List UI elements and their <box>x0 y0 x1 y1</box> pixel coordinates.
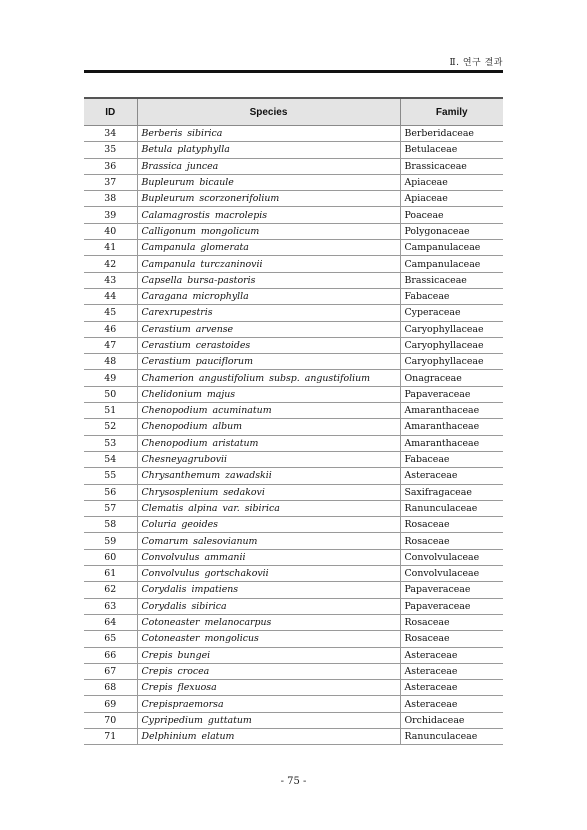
table-row <box>84 484 503 500</box>
id-cell: 48 <box>84 354 137 370</box>
species-cell: Cerastium arvense <box>137 321 400 337</box>
family-cell: Caryophyllaceae <box>400 337 503 353</box>
id-cell: 62 <box>84 582 137 598</box>
table-row <box>84 549 503 565</box>
family-cell: Campanulaceae <box>400 256 503 272</box>
family-cell: Convolvulaceae <box>400 549 503 565</box>
family-cell: Brassicaceae <box>400 158 503 174</box>
table-row <box>84 223 503 239</box>
table-row <box>84 174 503 190</box>
family-cell: Polygonaceae <box>400 223 503 239</box>
family-cell: Rosaceae <box>400 517 503 533</box>
species-cell: Campanula glomerata <box>137 240 400 256</box>
id-cell: 37 <box>84 174 137 190</box>
id-cell: 42 <box>84 256 137 272</box>
species-cell: Carexrupestris <box>137 305 400 321</box>
family-cell: Berberidaceae <box>400 126 503 142</box>
table-row <box>84 207 503 223</box>
table-row <box>84 272 503 288</box>
id-cell: 65 <box>84 631 137 647</box>
species-cell: Crepis flexuosa <box>137 680 400 696</box>
species-cell: Brassica juncea <box>137 158 400 174</box>
family-cell: Cyperaceae <box>400 305 503 321</box>
table-row <box>84 370 503 386</box>
id-cell: 36 <box>84 158 137 174</box>
species-cell: Comarum salesovianum <box>137 533 400 549</box>
column-header-id: ID <box>84 98 137 126</box>
table-body <box>84 126 503 745</box>
family-cell: Campanulaceae <box>400 240 503 256</box>
id-cell: 59 <box>84 533 137 549</box>
species-cell: Chenopodium acuminatum <box>137 403 400 419</box>
header-rule <box>84 70 503 73</box>
section-header-label: Ⅱ. 연구 결과 <box>449 58 503 68</box>
family-cell: Amaranthaceae <box>400 403 503 419</box>
id-cell: 68 <box>84 680 137 696</box>
table-row <box>84 500 503 516</box>
table-row <box>84 305 503 321</box>
species-cell: Capsella bursa-pastoris <box>137 272 400 288</box>
id-cell: 49 <box>84 370 137 386</box>
table-row <box>84 533 503 549</box>
table-row <box>84 240 503 256</box>
table-row <box>84 337 503 353</box>
table-row <box>84 256 503 272</box>
table-row <box>84 517 503 533</box>
species-cell: Cotoneaster melanocarpus <box>137 614 400 630</box>
id-cell: 52 <box>84 419 137 435</box>
table-row <box>84 419 503 435</box>
table-row <box>84 191 503 207</box>
species-cell: Cotoneaster mongolicus <box>137 631 400 647</box>
species-cell: Cypripedium guttatum <box>137 712 400 728</box>
species-cell: Berberis sibirica <box>137 126 400 142</box>
species-cell: Coluria geoides <box>137 517 400 533</box>
species-cell: Chesneyagrubovii <box>137 451 400 467</box>
column-header-family: Family <box>400 98 503 126</box>
family-cell: Papaveraceae <box>400 598 503 614</box>
table-row <box>84 696 503 712</box>
species-cell: Delphinium elatum <box>137 728 400 744</box>
table-row <box>84 582 503 598</box>
species-cell: Crepis bungei <box>137 647 400 663</box>
species-cell: Chamerion angustifolium subsp. angustifolium <box>137 370 400 386</box>
table-row <box>84 712 503 728</box>
family-cell: Poaceae <box>400 207 503 223</box>
id-cell: 56 <box>84 484 137 500</box>
id-cell: 60 <box>84 549 137 565</box>
table-header-row <box>84 98 503 126</box>
species-cell: Corydalis sibirica <box>137 598 400 614</box>
family-cell: Saxifragaceae <box>400 484 503 500</box>
table-row <box>84 354 503 370</box>
table-row <box>84 468 503 484</box>
species-cell: Cerastium cerastoides <box>137 337 400 353</box>
id-cell: 41 <box>84 240 137 256</box>
id-cell: 44 <box>84 288 137 304</box>
species-cell: Crepis crocea <box>137 663 400 679</box>
family-cell: Fabaceae <box>400 451 503 467</box>
species-cell: Cerastium pauciflorum <box>137 354 400 370</box>
table-row <box>84 647 503 663</box>
id-cell: 35 <box>84 142 137 158</box>
id-cell: 71 <box>84 728 137 744</box>
id-cell: 67 <box>84 663 137 679</box>
family-cell: Rosaceae <box>400 533 503 549</box>
family-cell: Papaveraceae <box>400 386 503 402</box>
family-cell: Asteraceae <box>400 680 503 696</box>
table-row <box>84 728 503 744</box>
species-cell: Chrysosplenium sedakovi <box>137 484 400 500</box>
species-cell: Bupleurum bicaule <box>137 174 400 190</box>
id-cell: 34 <box>84 126 137 142</box>
family-cell: Papaveraceae <box>400 582 503 598</box>
table-row <box>84 158 503 174</box>
species-table <box>84 97 503 745</box>
family-cell: Betulaceae <box>400 142 503 158</box>
family-cell: Fabaceae <box>400 288 503 304</box>
table-row <box>84 598 503 614</box>
table-row <box>84 403 503 419</box>
id-cell: 47 <box>84 337 137 353</box>
table-row <box>84 142 503 158</box>
species-cell: Convolvulus ammanii <box>137 549 400 565</box>
id-cell: 45 <box>84 305 137 321</box>
family-cell: Asteraceae <box>400 696 503 712</box>
table-row <box>84 614 503 630</box>
species-cell: Chenopodium aristatum <box>137 435 400 451</box>
family-cell: Rosaceae <box>400 631 503 647</box>
table-row <box>84 631 503 647</box>
family-cell: Convolvulaceae <box>400 566 503 582</box>
page-number: - 75 - <box>280 776 307 787</box>
id-cell: 61 <box>84 566 137 582</box>
family-cell: Brassicaceae <box>400 272 503 288</box>
table-row <box>84 663 503 679</box>
table-row <box>84 451 503 467</box>
id-cell: 39 <box>84 207 137 223</box>
species-cell: Chrysanthemum zawadskii <box>137 468 400 484</box>
species-cell: Calligonum mongolicum <box>137 223 400 239</box>
table-row <box>84 435 503 451</box>
table-row <box>84 288 503 304</box>
family-cell: Asteraceae <box>400 468 503 484</box>
id-cell: 53 <box>84 435 137 451</box>
species-cell: Betula platyphylla <box>137 142 400 158</box>
species-cell: Calamagrostis macrolepis <box>137 207 400 223</box>
species-cell: Caragana microphylla <box>137 288 400 304</box>
family-cell: Apiaceae <box>400 191 503 207</box>
species-cell: Campanula turczaninovii <box>137 256 400 272</box>
id-cell: 69 <box>84 696 137 712</box>
family-cell: Amaranthaceae <box>400 435 503 451</box>
id-cell: 40 <box>84 223 137 239</box>
species-cell: Bupleurum scorzonerifolium <box>137 191 400 207</box>
id-cell: 46 <box>84 321 137 337</box>
id-cell: 63 <box>84 598 137 614</box>
id-cell: 57 <box>84 500 137 516</box>
species-cell: Chelidonium majus <box>137 386 400 402</box>
table-row <box>84 566 503 582</box>
family-cell: Ranunculaceae <box>400 728 503 744</box>
species-cell: Convolvulus gortschakovii <box>137 566 400 582</box>
species-cell: Corydalis impatiens <box>137 582 400 598</box>
family-cell: Orchidaceae <box>400 712 503 728</box>
id-cell: 38 <box>84 191 137 207</box>
family-cell: Asteraceae <box>400 647 503 663</box>
species-cell: Clematis alpina var. sibirica <box>137 500 400 516</box>
family-cell: Caryophyllaceae <box>400 354 503 370</box>
table-row <box>84 386 503 402</box>
family-cell: Onagraceae <box>400 370 503 386</box>
family-cell: Asteraceae <box>400 663 503 679</box>
family-cell: Amaranthaceae <box>400 419 503 435</box>
id-cell: 70 <box>84 712 137 728</box>
table-row <box>84 680 503 696</box>
id-cell: 55 <box>84 468 137 484</box>
family-cell: Ranunculaceae <box>400 500 503 516</box>
family-cell: Rosaceae <box>400 614 503 630</box>
species-cell: Chenopodium album <box>137 419 400 435</box>
id-cell: 50 <box>84 386 137 402</box>
family-cell: Apiaceae <box>400 174 503 190</box>
id-cell: 58 <box>84 517 137 533</box>
id-cell: 51 <box>84 403 137 419</box>
family-cell: Caryophyllaceae <box>400 321 503 337</box>
table-row <box>84 126 503 142</box>
id-cell: 54 <box>84 451 137 467</box>
column-header-species: Species <box>137 98 400 126</box>
table-row <box>84 321 503 337</box>
species-cell: Crepispraemorsa <box>137 696 400 712</box>
id-cell: 64 <box>84 614 137 630</box>
id-cell: 43 <box>84 272 137 288</box>
id-cell: 66 <box>84 647 137 663</box>
